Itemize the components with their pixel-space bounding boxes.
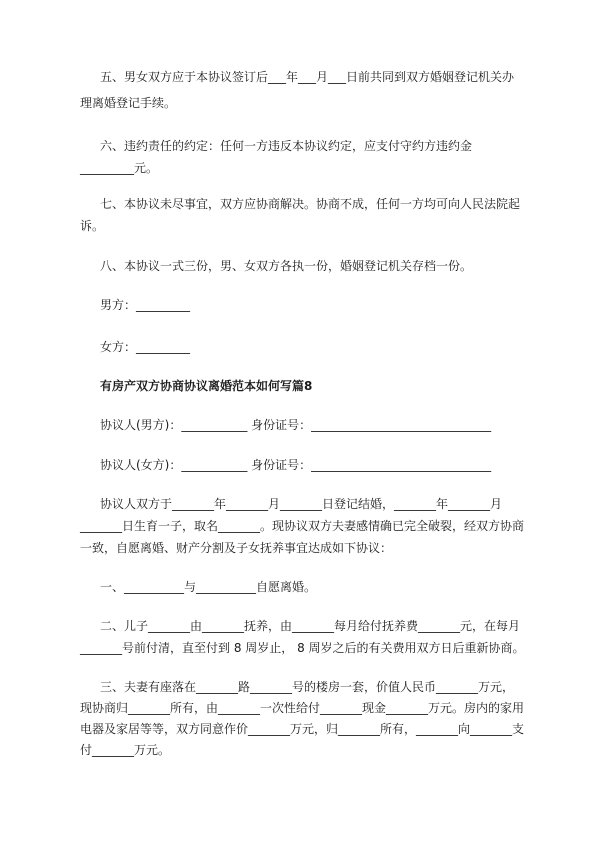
text-line: 二、儿子_______由_______抚养，由_______每月给付抚养费_______元，在每月	[100, 619, 521, 633]
text-line: 付_______万元。	[80, 743, 171, 757]
text-line: 八、本协议一式三份，男、女双方各执一份，婚姻登记机关存档一份。	[100, 259, 473, 273]
text-line: 理离婚登记手续。	[80, 96, 177, 110]
text-line: 一致，自愿离婚、财产分割及子女抚养事宜达成如下协议：	[80, 541, 393, 555]
party-male-line: 协议人(男方)：___________ 身份证号：______________________________	[100, 418, 492, 432]
text-line: 三、夫妻有座落在_______路_______号的楼房一套，价值人民币_______万元，	[100, 680, 515, 694]
text-line: 六、违约责任的约定：任何一方违反本协议约定，应支付守约方违约金	[100, 139, 473, 153]
text-line: 电器及家居等等，双方同意作价_______万元，归_______所有，_______向_______支	[80, 722, 525, 736]
text-line: _______号前付清，直至付到 8 周岁止， 8 周岁之后的有关费用双方日后重新协商。	[80, 641, 525, 655]
signature-line-male: 男方：_________	[100, 298, 191, 312]
section-title: 有房产双方协商协议离婚范本如何写篇8	[100, 379, 313, 393]
text-line: 诉。	[80, 219, 105, 233]
text-line: 七、本协议未尽事宜，双方应协商解决。协商不成，任何一方均可向人民法院起	[100, 197, 521, 211]
text-line: _______日生育一子，取名_______。现协议双方夫妻感情确已完全破裂，经双方协商	[80, 519, 525, 533]
text-line: 协议人双方于_______年_______月_______日登记结婚，_______年_______月	[100, 497, 503, 511]
signature-line-female: 女方：_________	[100, 340, 191, 354]
text-line: 一、__________与__________自愿离婚。	[100, 580, 317, 594]
text-line: 五、男女双方应于本协议签订后___年___月___日前共同到双方婚姻登记机关办	[100, 70, 515, 84]
party-female-line: 协议人(女方)：___________ 身份证号：______________________________	[100, 458, 492, 472]
text-line: 现协商归_______所有，由_______一次性给付_______现金_______万元。房内的家用	[80, 701, 525, 715]
text-line: _________元。	[80, 161, 159, 175]
